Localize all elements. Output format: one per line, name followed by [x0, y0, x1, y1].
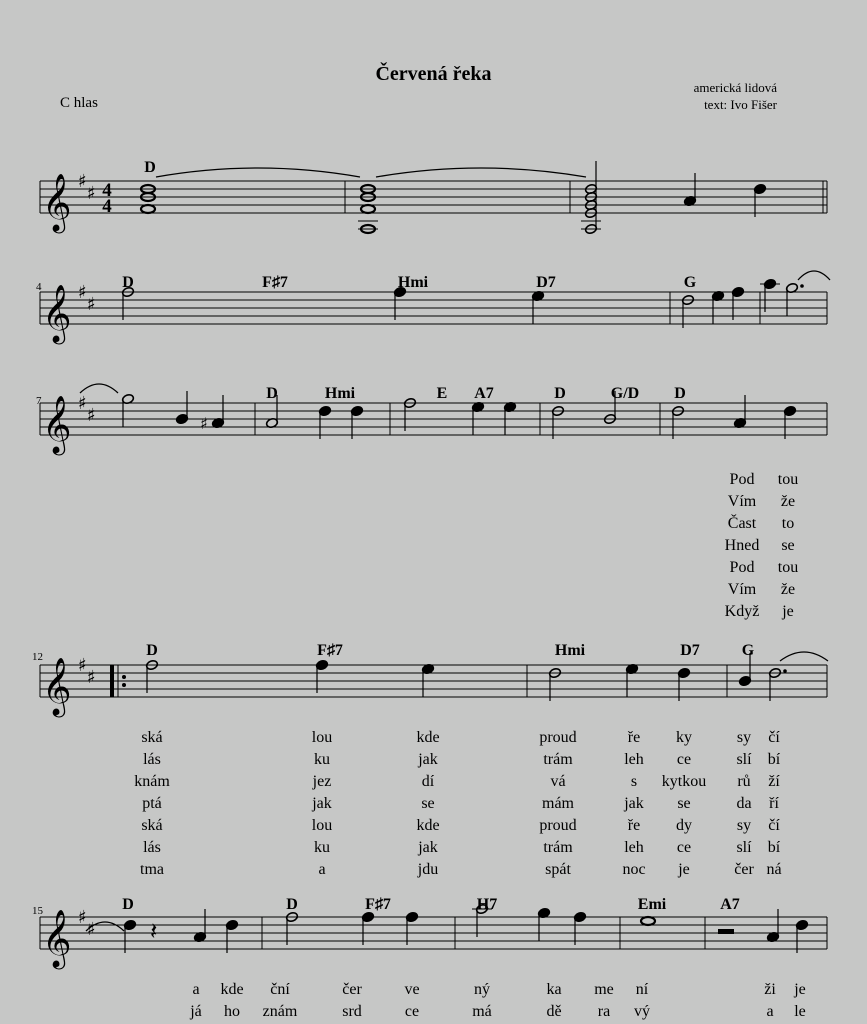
lyric-syllable: jdu [417, 861, 439, 878]
lyric-syllable: je [678, 861, 690, 878]
staff-system-1 [40, 171, 827, 234]
lyric-syllable: čí [768, 817, 780, 834]
voice-label: C hlas [60, 95, 98, 111]
sharp-f-icon: ♯ [78, 655, 87, 676]
chord-symbol: Emi [637, 896, 667, 913]
lyric-syllable: a [766, 1003, 774, 1020]
lyric-syllable: to [781, 515, 795, 532]
lyric-syllable: čer [734, 861, 754, 878]
chord-symbol: Hmi [397, 274, 429, 291]
lyric-syllable: se [421, 795, 435, 812]
lyric-syllable: Hned [724, 537, 760, 554]
chord-symbol: H7 [476, 896, 498, 913]
lyric-syllable: se [781, 537, 795, 554]
lyric-syllable: je [794, 981, 806, 998]
lyric-syllable: Pod [729, 559, 755, 576]
lyric-syllable: le [794, 1003, 806, 1020]
lyric-syllable: čí [768, 729, 780, 746]
lyric-syllable: ce [404, 1003, 420, 1020]
lyric-syllable: je [782, 603, 794, 620]
lyric-syllable: sy [736, 729, 752, 746]
lyric-syllable: že [780, 581, 796, 598]
chord-symbol: Hmi [324, 385, 356, 402]
lyric-syllable: Vím [727, 581, 757, 598]
lyric-syllable: lás [143, 839, 161, 856]
lyric-syllable: s [630, 773, 638, 790]
lyric-syllable: leh [624, 751, 644, 768]
lyric-syllable: ku [314, 839, 330, 856]
treble-clef-icon: 𝄞 [42, 395, 72, 453]
lyric-syllable: trám [543, 751, 573, 768]
chord-symbol: F♯7 [365, 896, 391, 913]
tie [376, 168, 586, 177]
lyric-syllable: bí [767, 839, 781, 856]
chord-symbol: D [674, 385, 686, 402]
measure-number: 4 [36, 281, 42, 293]
lyric-syllable: ská [141, 817, 163, 834]
lyric-syllable: ská [141, 729, 163, 746]
lyric-syllable: kytkou [661, 773, 707, 790]
lyric-syllable: ře [627, 729, 641, 746]
lyric-syllable: ptá [142, 795, 162, 812]
lyric-syllable: ky [676, 729, 692, 746]
time-signature-bottom: 4 [102, 196, 112, 217]
chord-symbol: G [741, 642, 755, 659]
chord-symbol: D [266, 385, 278, 402]
lyric-syllable: já [190, 1003, 202, 1020]
sharp-f-icon: ♯ [78, 393, 87, 414]
treble-clef-icon: 𝄞 [42, 284, 72, 342]
lyric-syllable: jak [418, 839, 438, 856]
lyric-syllable: bí [767, 751, 781, 768]
sharp-c-icon: ♯ [87, 405, 96, 426]
lyric-syllable: Vím [727, 493, 757, 510]
lyric-syllable: a [318, 861, 326, 878]
lyric-syllable: jak [624, 795, 644, 812]
lyric-syllable: da [736, 795, 752, 812]
tie [80, 384, 118, 393]
chord-symbol: D7 [536, 274, 556, 291]
lyric-syllable: Čast [727, 515, 757, 532]
lyric-syllable: srd [342, 1003, 362, 1020]
note-head [641, 917, 655, 925]
staff-system-5 [40, 907, 827, 970]
quarter-rest-icon: 𝄽 [150, 917, 158, 945]
lyric-syllable: ku [314, 751, 330, 768]
lyric-syllable: ra [597, 1003, 611, 1020]
lyric-syllable: spát [545, 861, 571, 878]
lyric-syllable: ře [627, 817, 641, 834]
sharp-f-icon: ♯ [78, 907, 87, 928]
lyric-syllable: ve [404, 981, 420, 998]
lyric-syllable: vá [550, 773, 566, 790]
chord-symbol: F♯7 [317, 642, 343, 659]
lyric-syllable: ce [676, 751, 692, 768]
lyric-syllable: lás [143, 751, 161, 768]
lyric-syllable: rů [737, 773, 751, 790]
tie [798, 271, 830, 280]
lyric-syllable: jak [418, 751, 438, 768]
lyric-syllable: ný [474, 981, 490, 998]
sharp-f-icon: ♯ [78, 171, 87, 192]
lyric-syllable: dí [421, 773, 435, 790]
chord-symbol: D [144, 159, 156, 176]
chord-symbol: G/D [610, 385, 640, 402]
chord-symbol: F♯7 [262, 274, 288, 291]
treble-clef-icon: 𝄞 [42, 909, 72, 967]
lyric-syllable: se [677, 795, 691, 812]
chord-symbol: Hmi [554, 642, 586, 659]
chord-symbol: D [554, 385, 566, 402]
lyric-syllable: kde [220, 981, 244, 998]
chord-symbol: D [122, 274, 134, 291]
lyric-syllable: slí [736, 839, 752, 856]
measure-number: 15 [32, 905, 43, 917]
lyric-syllable: že [780, 493, 796, 510]
treble-clef-icon: 𝄞 [42, 173, 72, 231]
lyric-syllable: ní [635, 981, 649, 998]
time-signature-top: 4 [102, 180, 112, 201]
lyric-syllable: ži [764, 981, 776, 998]
chord-symbol: A7 [720, 896, 740, 913]
measure-number: 7 [36, 395, 42, 407]
lyric-syllable: ční [270, 981, 290, 998]
lyric-syllable: dě [546, 1003, 562, 1020]
lyric-syllable: má [472, 1003, 492, 1020]
tie [780, 652, 828, 661]
measure-number: 12 [32, 651, 43, 663]
lyric-syllable: ce [676, 839, 692, 856]
lyric-syllable: Pod [729, 471, 755, 488]
lyric-syllable: ná [766, 861, 782, 878]
lyric-syllable: dy [676, 817, 692, 834]
tie [156, 168, 360, 177]
lyric-syllable: kde [416, 817, 440, 834]
sharp-c-icon: ♯ [87, 183, 96, 204]
chord-symbol: D [146, 642, 158, 659]
chord-symbol: D [122, 896, 134, 913]
lyric-syllable: trám [543, 839, 573, 856]
sharp-c-icon: ♯ [87, 919, 96, 940]
lyric-syllable: tma [140, 861, 164, 878]
lyric-syllable: lou [311, 729, 333, 746]
composer-credit: americká lidová [693, 80, 777, 95]
lyric-syllable: a [192, 981, 200, 998]
chord-symbol: D [286, 896, 298, 913]
note-head [361, 205, 375, 213]
lyric-syllable: lou [311, 817, 333, 834]
lyric-syllable: čer [342, 981, 362, 998]
lyric-syllable: znám [262, 1003, 298, 1020]
lyric-syllable: proud [539, 729, 577, 746]
lyric-syllable: noc [622, 861, 646, 878]
lyric-syllable: ří [769, 795, 779, 812]
staff-system-3 [40, 393, 827, 456]
lyric-syllable: jak [312, 795, 332, 812]
lyric-syllable: sy [736, 817, 752, 834]
lyricist-credit: text: Ivo Fišer [704, 97, 777, 112]
lyric-syllable: mám [542, 795, 574, 812]
chord-symbol: A7 [474, 385, 494, 402]
lyric-syllable: Když [724, 603, 760, 620]
lyric-syllable: jez [312, 773, 332, 790]
song-title: Červená řeka [375, 63, 492, 85]
sharp-c-icon: ♯ [87, 294, 96, 315]
sharp-accidental-icon: ♯ [200, 414, 208, 433]
lyric-syllable: ho [224, 1003, 240, 1020]
note-head [141, 205, 155, 213]
treble-clef-icon: 𝄞 [42, 657, 72, 715]
chord-symbol: G [683, 274, 697, 291]
sharp-f-icon: ♯ [78, 282, 87, 303]
chord-symbol: E [436, 385, 448, 402]
lyric-syllable: tou [777, 559, 799, 576]
lyric-syllable: me [594, 981, 614, 998]
sharp-c-icon: ♯ [87, 667, 96, 688]
lyric-syllable: ka [546, 981, 562, 998]
lyric-syllable: ží [768, 773, 780, 790]
lyric-syllable: vý [634, 1003, 650, 1020]
chord-symbol: D7 [680, 642, 700, 659]
lyric-syllable: slí [736, 751, 752, 768]
staff-system-2 [40, 282, 827, 345]
lyric-syllable: proud [539, 817, 577, 834]
lyric-syllable: tou [777, 471, 799, 488]
lyric-syllable: knám [134, 773, 170, 790]
lyric-syllable: leh [624, 839, 644, 856]
lyric-syllable: kde [416, 729, 440, 746]
